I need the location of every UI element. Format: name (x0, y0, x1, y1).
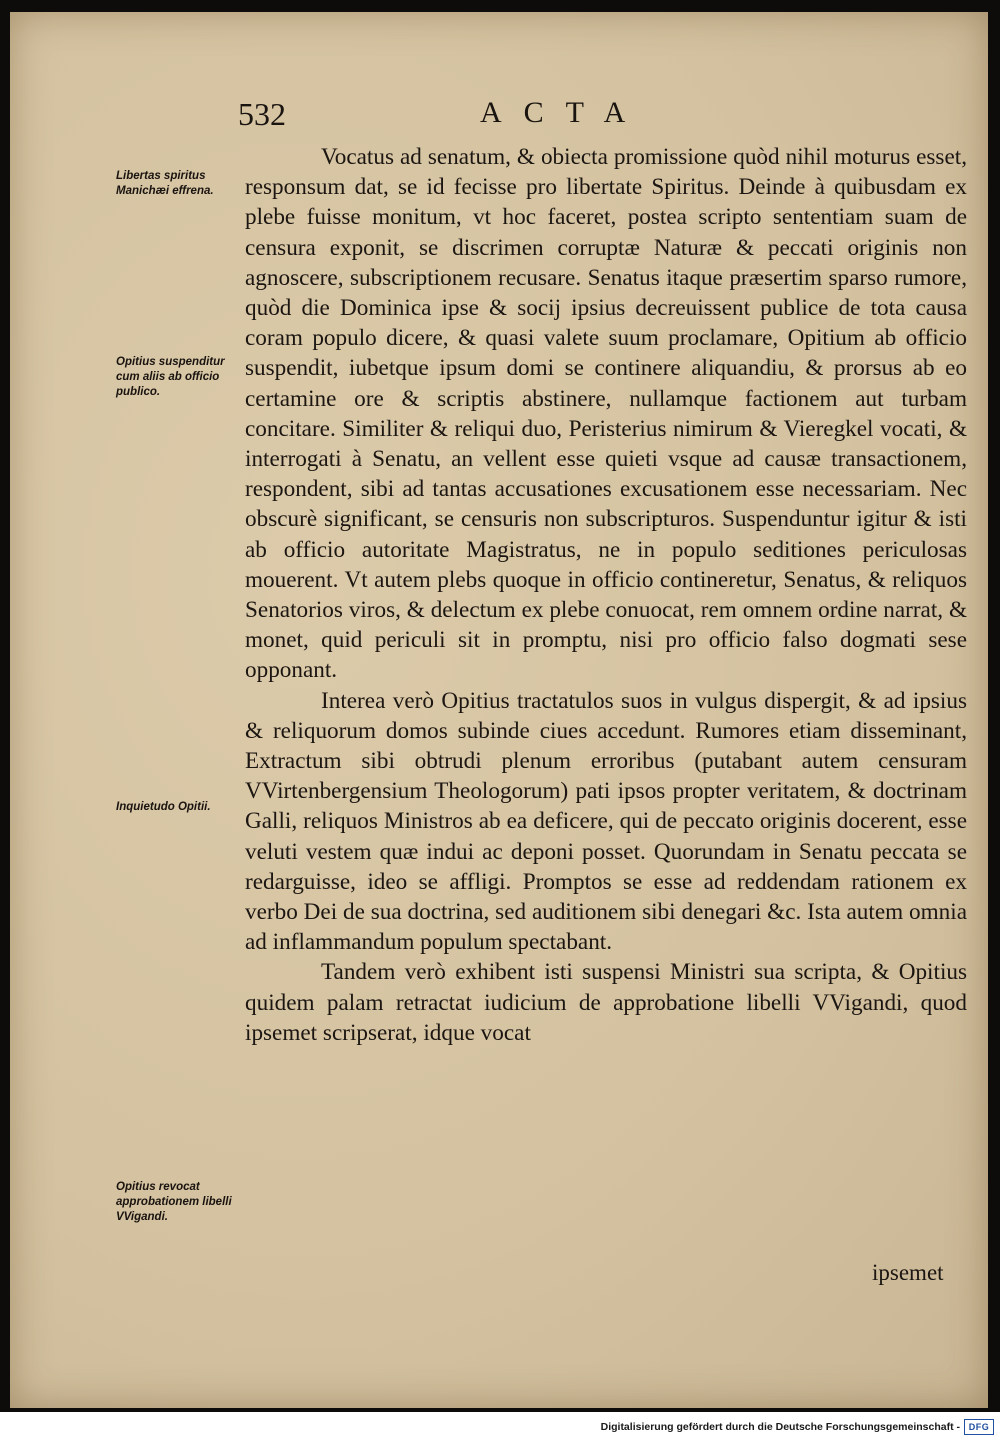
paragraph: Vocatus ad senatum, & obiecta promissione quòd nihil moturus esset, responsum dat, se id fecisse pro libertate Spiritus. Deinde à quibusdam ex plebe fuisse monitum, vt hoc faceret, postea scripto sententiam suam de censura exponit, se discrimen corruptæ Naturæ & peccati originis non agnoscere, subscriptionem recusare. Senatus itaque præsertim sparso rumore, quòd die Dominica ipse & socij ipsius decreuissent publice de tota causa coram populo dicere, & quasi valete suum proclamare, Opitium ab officio suspendit, iubetque ipsum domi se continere aliquandiu, & prorsus ab eo certamine ore & scriptis abstinere, nullamque factionem aut turbam concitare. Similiter & reliqui duo, Peristerius nimirum & Vieregkel vocati, & interrogati à Senatu, an vellent esse quieti vsque ad causæ transactionem, respondent, sibi ad tantas accusationes excusationem esse necessariam. Nec obscurè significant, se censuris non subscripturos. Suspenduntur igitur & isti ab officio autoritate Magistratus, ne in populo seditiones periculosas mouerent. Vt autem plebs quoque in officio contineretur, Senatus, & reliquos Senatorios viros, & delectum ex plebe conuocat, rem omnem ordine narrat, & monet, quid periculi sit in promptu, nisi pro officio falso dogmati sese opponant. (245, 144, 967, 684)
book-page (10, 12, 988, 1408)
page-header (10, 96, 988, 136)
marginal-note-inquietudo: Inquietudo Opitii. (116, 801, 211, 813)
marginal-note-libertas: Libertas spiritus Manichæi effrena. (116, 170, 214, 197)
paragraph: Tandem verò exhibent isti suspensi Ministri sua scripta, & Opitius quidem palam retractat iudicium de approbatione libelli VVigandi, quod ipsemet scripserat, idque vocat (245, 959, 967, 1046)
footer-bar (0, 1412, 1000, 1440)
main-text (245, 142, 967, 1048)
marginal-note-revocat: Opitius revocat approbationem libelli VVigandi. (116, 1181, 232, 1223)
paragraph: Interea verò Opitius tractatulos suos in vulgus dispergit, & ad ipsius & reliquorum domos subinde ciues accedunt. Rumores etiam disseminant, Extractum sibi obtrudi plenum erroribus (putabant autem censuram VVirtenbergensium Theologorum) pati ipsos propter veritatem, & doctrinam Galli, reliquos Ministros ab ea deficere, qui de peccato originis docerent, esse veluti vestem quæ indui ac deponi posset. Quorundam in Senatu peccata se redarguisse, ideo se affligi. Promptos se esse ad reddendam rationem ex verbo Dei de sua doctrina, sed auditionem sibi denegari &c. Ista autem omnia ad inflammandum populum spectabant. (245, 687, 967, 956)
running-title: ACTA (480, 96, 648, 129)
marginal-note-suspension: Opitius suspenditur cum aliis ab officio publico. (116, 356, 225, 398)
catchword: ipsemet (872, 1260, 944, 1285)
page-number: 532 (238, 96, 286, 132)
funding-credit: Digitalisierung gefördert durch die Deutsche Forschungsgemeinschaft - (600, 1421, 960, 1433)
dfg-logo-icon: DFG (964, 1419, 994, 1435)
